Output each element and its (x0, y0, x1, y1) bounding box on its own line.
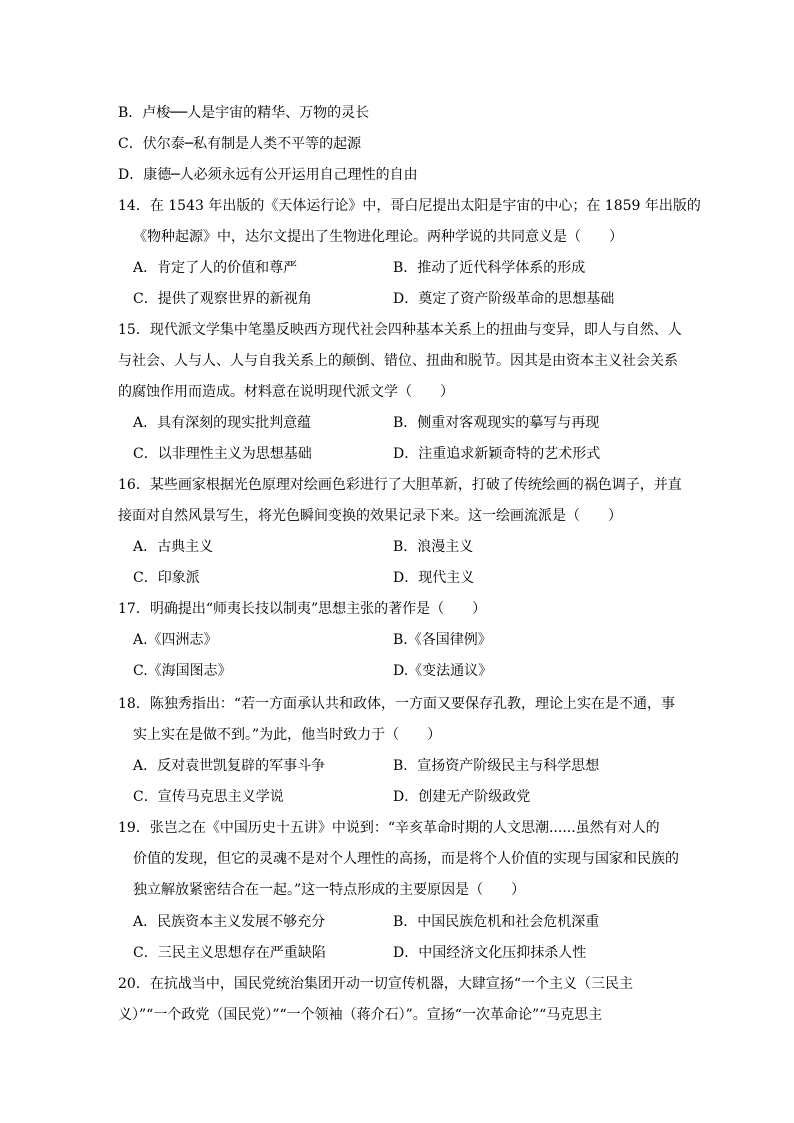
q19-stem-line-1: 19．张岂之在《中国历史十五讲》中说到：“辛亥革命时期的人文思潮......虽然有对人的 (118, 820, 660, 836)
q13-option-d: D．康德─人必须永远有公开运用自己理性的自由 (118, 167, 418, 183)
q18-option-d: D．创建无产阶级政党 (393, 789, 531, 805)
q15-option-d: D．注重追求新颖奇特的艺术形式 (393, 446, 601, 462)
q20-stem-line-1: 20．在抗战当中，国民党统治集团开动一切宣传机器，大肆宣扬“一个主义（三民主 (118, 976, 633, 992)
q16-stem-line-2: 接面对自然风景写生，将光色瞬间变换的效果记录下来。这一绘画流派是（ ） (118, 508, 622, 524)
q14-stem-line-2: 《物种起源》中，达尔文提出了生物进化理论。两种学说的共同意义是（ ） (133, 229, 623, 245)
q17-stem-line-1: 17．明确提出“师夷长技以制夷”思想主张的著作是（ ） (118, 601, 487, 617)
q16-option-b: B．浪漫主义 (393, 539, 474, 555)
q20-stem-line-2: 义）”“一个政党（国民党）”“一个领袖（蒋介石）”。宣扬“一次革命论”“马克思主 (118, 1007, 603, 1023)
q18-stem-line-2: 实上实在是做不到。”为此，他当时致力于（ ） (133, 727, 442, 743)
q14-stem-line-1: 14．在 1543 年出版的《天体运行论》中，哥白尼提出太阳是宇宙的中心；在 1859 年出版的 (118, 198, 701, 214)
q19-stem-line-2: 价值的发现，但它的灵魂不是对个人理性的高扬，而是将个人价值的实现与国家和民族的 (133, 851, 679, 867)
q15-option-b: B．侧重对客观现实的摹写与再现 (393, 415, 600, 431)
q15-stem-line-3: 的腐蚀作用而造成。材料意在说明现代派文学（ ） (118, 384, 454, 400)
q13-option-b: B．卢梭──人是宇宙的精华、万物的灵长 (118, 105, 370, 121)
q15-stem-line-1: 15．现代派文学集中笔墨反映西方现代社会四种基本关系上的扭曲与变异，即人与自然、人 (118, 322, 682, 338)
q18-option-a: A．反对袁世凯复辟的军事斗争 (133, 758, 326, 774)
q17-option-d: D.《变法通议》 (393, 663, 493, 679)
q18-option-b: B．宣扬资产阶级民主与科学思想 (393, 758, 600, 774)
q14-option-a: A．肯定了人的价值和尊严 (133, 260, 298, 276)
q16-option-c: C．印象派 (133, 570, 200, 586)
q18-option-c: C．宣传马克思主义学说 (133, 789, 284, 805)
q14-option-b: B．推动了近代科学体系的形成 (393, 260, 586, 276)
q15-option-a: A．具有深刻的现实批判意蕴 (133, 415, 312, 431)
q19-option-a: A．民族资本主义发展不够充分 (133, 914, 326, 930)
q15-stem-line-2: 与社会、人与人、人与自我关系上的颠倒、错位、扭曲和脱节。因其是由资本主义社会关系 (118, 353, 678, 369)
q18-stem-line-1: 18．陈独秀指出：“若一方面承认共和政体，一方面又要保存孔教，理论上实在是不通，事 (118, 696, 675, 712)
q16-stem-line-1: 16．某些画家根据光色原理对绘画色彩进行了大胆革新，打破了传统绘画的祸色调子，并直 (118, 477, 682, 493)
q16-option-d: D．现代主义 (393, 570, 475, 586)
q15-option-c: C．以非理性主义为思想基础 (133, 446, 312, 462)
q19-option-b: B．中国民族危机和社会危机深重 (393, 914, 600, 930)
q17-option-c: C.《海国图志》 (133, 663, 232, 679)
q16-option-a: A．古典主义 (133, 539, 214, 555)
q19-option-d: D．中国经济文化压抑抹杀人性 (393, 945, 587, 961)
q17-option-a: A.《四洲志》 (133, 632, 218, 648)
q19-option-c: C．三民主义思想存在严重缺陷 (133, 945, 326, 961)
q13-option-c: C．伏尔泰─私有制是人类不平等的起源 (118, 136, 362, 152)
q19-stem-line-3: 独立解放紧密结合在一起。”这一特点形成的主要原因是（ ） (133, 882, 526, 898)
q17-option-b: B.《各国律例》 (393, 632, 492, 648)
q14-option-c: C．提供了观察世界的新视角 (133, 291, 312, 307)
q14-option-d: D．奠定了资产阶级革命的思想基础 (393, 291, 615, 307)
